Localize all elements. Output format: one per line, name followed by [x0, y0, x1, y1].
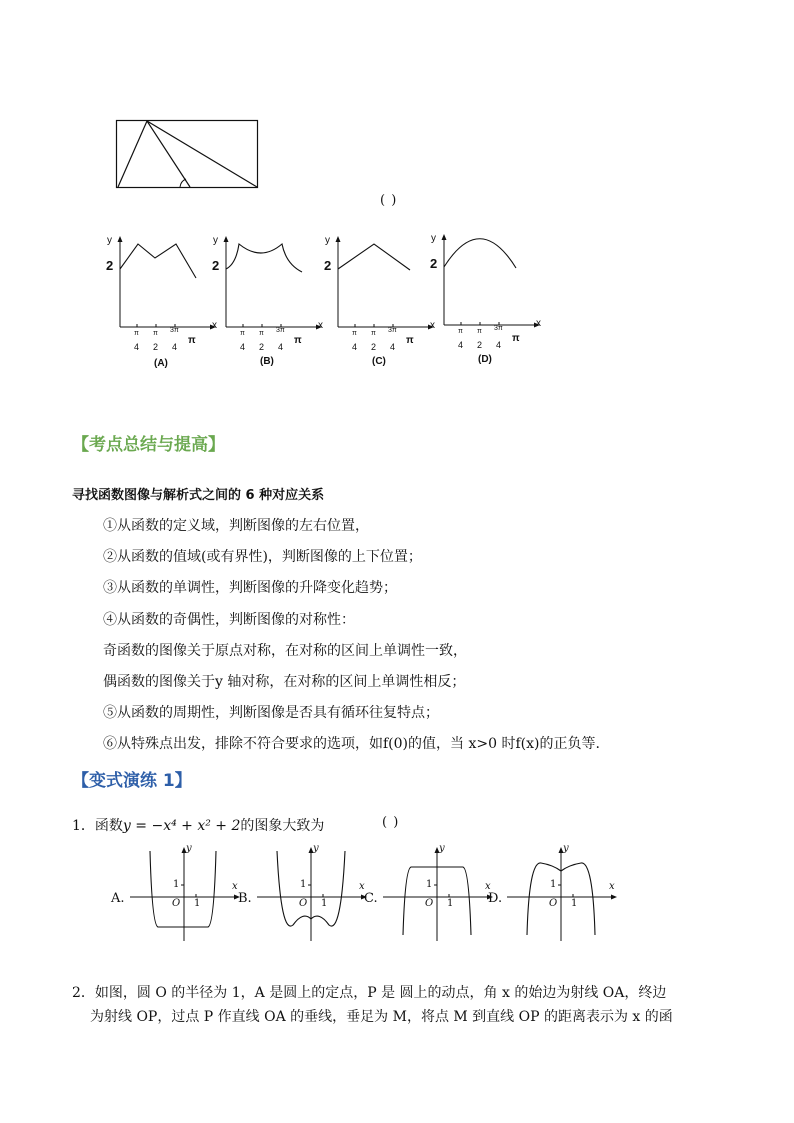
graph-option-d — [424, 230, 542, 370]
tick-pi-2-num: π — [477, 328, 482, 335]
tick-3pi-4-num: 3π — [170, 327, 179, 334]
q1-one-y: 1 — [300, 879, 307, 890]
exercise-title: 【变式演练 1】 — [72, 771, 192, 791]
q1-graph-b — [255, 845, 367, 945]
summary-heading: 寻找函数图像与解析式之间的 6 种对应关系 — [72, 488, 325, 503]
tick-pi-2-num: π — [153, 330, 158, 337]
q1-y-label: y — [313, 843, 319, 854]
tick-3pi-4-num: 3π — [494, 325, 503, 332]
y-value-2: 2 — [324, 258, 332, 273]
q1-x-label: x — [359, 881, 365, 892]
tick-3pi-4-den: 4 — [390, 342, 396, 352]
tick-pi-2-num: π — [259, 330, 264, 337]
q1-y-label: y — [186, 843, 192, 854]
summary-item-5: 奇函数的图像关于原点对称，在对称的区间上单调性一致， — [103, 643, 467, 659]
q1-o-label: O — [425, 898, 434, 909]
axis-y-label: y — [107, 235, 112, 246]
q1-x-label: x — [232, 881, 238, 892]
axis-y-label: y — [431, 233, 436, 244]
tick-pi-2-den: 2 — [259, 342, 265, 352]
summary-item-7: ⑤从函数的周期性，判断图像是否具有循环往复特点； — [103, 705, 439, 721]
q1-one-y: 1 — [426, 879, 433, 890]
tick-pi-end: π — [188, 335, 196, 346]
summary-item-6: 偶函数的图像关于y 轴对称，在对称的区间上单调性相反； — [103, 674, 466, 690]
q1-y-label: y — [439, 843, 445, 854]
q1-suffix: 的图象大致为 — [240, 818, 325, 834]
tick-pi-4-num: π — [352, 330, 357, 337]
q1-option-b-label: B. — [238, 891, 252, 906]
axis-x-label: x — [212, 320, 217, 331]
q1-one-x: 1 — [321, 898, 328, 909]
q1-x-label: x — [609, 881, 615, 892]
q1-line — [72, 815, 324, 835]
graph-label-c: (C) — [372, 356, 386, 367]
tick-3pi-4-num: 3π — [276, 327, 285, 334]
q1-o-label: O — [549, 898, 558, 909]
axis-x-label: x — [536, 318, 541, 329]
tick-pi-end: π — [512, 333, 520, 344]
q1-graph-d — [505, 845, 617, 945]
tick-pi-2-den: 2 — [371, 342, 377, 352]
axis-y-label: y — [325, 235, 330, 246]
graph-option-a — [100, 232, 218, 372]
tick-pi-4-den: 4 — [134, 342, 140, 352]
tick-pi-4-num: π — [240, 330, 245, 337]
q1-one-x: 1 — [447, 898, 454, 909]
tick-3pi-4-den: 4 — [278, 342, 284, 352]
q1-one-y: 1 — [550, 879, 557, 890]
answer-paren-1: ( ) — [380, 193, 398, 208]
rectangle-triangle-figure — [112, 116, 262, 192]
summary-item-1: ①从函数的定义域，判断图像的左右位置， — [103, 518, 369, 534]
q1-graph-c — [381, 845, 493, 945]
q1-answer-paren: ( ) — [382, 815, 400, 830]
q1-formula: y = −x⁴ + x² + 2 — [122, 818, 241, 834]
summary-title: 【考点总结与提高】 — [72, 435, 225, 455]
tick-pi-4-den: 4 — [352, 342, 358, 352]
q1-prefix: 1．函数 — [72, 818, 123, 834]
tick-pi-4-num: π — [134, 330, 139, 337]
q1-o-label: O — [299, 898, 308, 909]
tick-pi-2-den: 2 — [477, 340, 483, 350]
y-value-2: 2 — [106, 258, 114, 273]
summary-item-3: ③从函数的单调性，判断图像的升降变化趋势； — [103, 580, 397, 596]
axis-x-label: x — [430, 320, 435, 331]
q1-y-label: y — [563, 843, 569, 854]
tick-3pi-4-den: 4 — [172, 342, 178, 352]
q1-one-x: 1 — [194, 898, 201, 909]
summary-item-8: ⑥从特殊点出发，排除不符合要求的选项，如f(0)的值，当 x>0 时f(x)的正负等. — [103, 736, 600, 752]
graph-option-b — [206, 232, 324, 372]
q1-graph-a — [128, 845, 240, 945]
tick-3pi-4-den: 4 — [496, 340, 502, 350]
graph-label-a: (A) — [154, 358, 168, 369]
graph-label-b: (B) — [260, 356, 274, 367]
tick-pi-end: π — [406, 335, 414, 346]
q1-x-label: x — [485, 881, 491, 892]
q1-one-x: 1 — [571, 898, 578, 909]
q1-o-label: O — [172, 898, 181, 909]
tick-pi-2-den: 2 — [153, 342, 159, 352]
axis-x-label: x — [318, 320, 323, 331]
tick-pi-2-num: π — [371, 330, 376, 337]
q1-option-c-label: C. — [364, 891, 378, 906]
tick-pi-4-num: π — [458, 328, 463, 335]
graph-label-d: (D) — [478, 354, 492, 365]
axis-y-label: y — [213, 235, 218, 246]
y-value-2: 2 — [430, 256, 438, 271]
tick-pi-4-den: 4 — [240, 342, 246, 352]
tick-3pi-4-num: 3π — [388, 327, 397, 334]
q2-line-1: 2．如图，圆 O 的半径为 1，A 是圆上的定点，P 是 圆上的动点，角 x 的始边为射线 OA，终边 — [72, 985, 667, 1001]
summary-item-2: ②从函数的值域(或有界性)，判断图像的上下位置； — [103, 549, 422, 565]
q2-line-2: 为射线 OP，过点 P 作直线 OA 的垂线，垂足为 M，将点 M 到直线 OP 的距离表示为 x 的函 — [90, 1009, 673, 1025]
q1-option-a-label: A. — [111, 891, 125, 906]
q1-option-d-label: D. — [488, 891, 503, 906]
tick-pi-4-den: 4 — [458, 340, 464, 350]
q1-one-y: 1 — [173, 879, 180, 890]
y-value-2: 2 — [212, 258, 220, 273]
summary-item-4: ④从函数的奇偶性，判断图像的对称性： — [103, 612, 355, 628]
graph-option-c — [318, 232, 436, 372]
tick-pi-end: π — [294, 335, 302, 346]
